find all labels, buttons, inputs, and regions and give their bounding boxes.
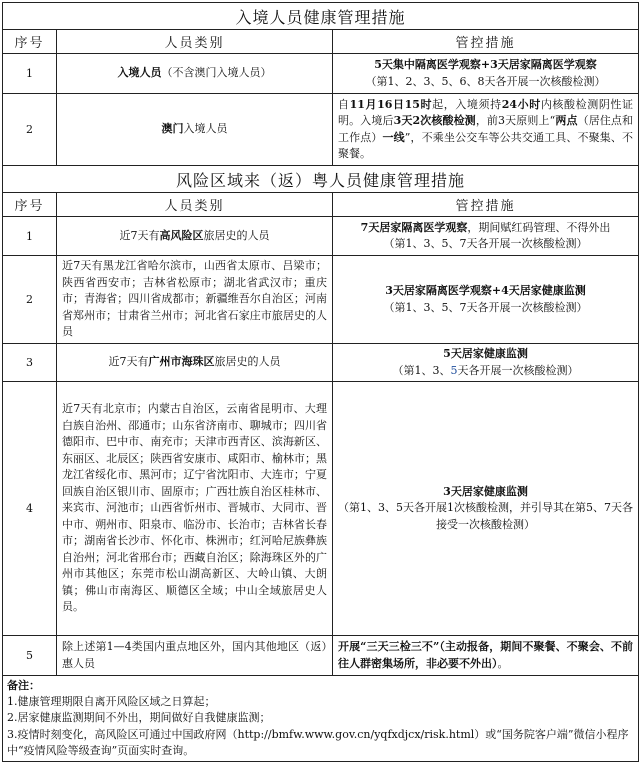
- measures-text: （第1、3、: [392, 363, 451, 377]
- measures-bold: 3天2次核酸检测: [393, 114, 476, 127]
- section1-row-1: [3, 54, 639, 94]
- measures-line1: 3天居家隔离医学观察+4天居家健康监测: [385, 284, 586, 297]
- category-cell: [57, 94, 333, 166]
- note-item: 1.健康管理期限自离开风险区域之日算起；: [7, 695, 216, 709]
- measures-cell: [333, 382, 639, 636]
- category-text: 旅居史的人员: [214, 355, 281, 369]
- measures-line1: 3天居家健康监测: [443, 484, 528, 498]
- measures-line1: 5天居家健康监测: [443, 347, 528, 360]
- notes-cell: [3, 676, 639, 762]
- row-number: 4: [3, 382, 57, 636]
- category-cell: [57, 217, 333, 256]
- row-number: 1: [3, 217, 57, 256]
- measures-table: [2, 2, 639, 762]
- category-cell: 近7天有黑龙江省哈尔滨市，山西省太原市、吕梁市；陕西省西安市；吉林省松原市；湖北省武汉市；重庆市；青海省；四川省成都市；新疆维吾尔自治区；河南省郑州市；甘肃省兰州市；河北省石家庄市旅居史的人员: [57, 256, 333, 344]
- health-measures-document: [2, 2, 638, 757]
- notes-heading: 备注：: [7, 679, 40, 692]
- section2-title: 风险区域来（返）粤人员健康管理措施: [3, 166, 639, 193]
- category-text: 入境人员: [183, 122, 228, 136]
- measures-text: 。: [497, 656, 509, 670]
- measures-line2: （第1、2、3、5、6、8天各开展一次核酸检测）: [365, 74, 606, 88]
- category-text: 近7天有: [119, 228, 160, 242]
- section2-row-3: [3, 344, 639, 382]
- measures-line2: （第1、3、5、7天各开展一次核酸检测）: [383, 237, 588, 250]
- measures-cell: [333, 54, 639, 94]
- category-bold: 澳门: [161, 122, 184, 136]
- measures-cell: [333, 217, 639, 256]
- measures-text: 自: [338, 97, 350, 111]
- measures-line2: （第1、3、5天各开展1次核酸检测，并引导其在第5、7天各接受一次核酸检测）: [338, 501, 633, 531]
- row-number: 2: [3, 94, 57, 166]
- header-measures: 管控措施: [333, 193, 639, 217]
- measures-bold: （主动报备，期间不聚餐、不聚会、不前往人群密集场所，非必要不外出）: [338, 640, 634, 670]
- category-cell: 除上述第1—4类国内重点地区外，国内其他地区（返）惠人员: [57, 636, 333, 676]
- header-no: 序号: [3, 30, 57, 54]
- category-cell: [57, 54, 333, 94]
- measures-bold: 开展“三天三检三不”: [338, 640, 440, 653]
- section1-header-row: [3, 30, 639, 54]
- measures-cell: [333, 94, 639, 166]
- measures-cell: [333, 256, 639, 344]
- measures-bold: 一线: [382, 130, 405, 144]
- measures-bold: 两点: [555, 114, 578, 127]
- header-category: 人员类别: [57, 193, 333, 217]
- measures-text: ”，不乘坐公交车等公共交通工具、不聚集、不聚餐。: [338, 130, 634, 160]
- measures-text: 天各开展一次核酸检测）: [457, 363, 579, 377]
- measures-cell: [333, 344, 639, 382]
- section1-title: 入境人员健康管理措施: [3, 3, 639, 30]
- measures-text: ，期间赋红码管理、不得外出: [467, 220, 611, 234]
- measures-bold: 11月16日15时: [349, 97, 433, 111]
- section2-row-2: [3, 256, 639, 344]
- measures-highlight: 5: [450, 363, 458, 377]
- measures-text: （居住点和工作点）: [338, 114, 634, 144]
- header-category: 人员类别: [57, 30, 333, 54]
- measures-text: ，前3天原则上“: [475, 114, 556, 127]
- measures-bold: 24小时: [501, 97, 541, 111]
- row-number: 1: [3, 54, 57, 94]
- section1-row-2: [3, 94, 639, 166]
- header-measures: 管控措施: [333, 30, 639, 54]
- measures-cell: [333, 636, 639, 676]
- note-item: 2.居家健康监测期间不外出，期间做好自我健康监测；: [7, 711, 271, 725]
- category-text: 近7天有: [108, 355, 149, 369]
- row-number: 3: [3, 344, 57, 382]
- section2-header-row: [3, 193, 639, 217]
- category-bold: 入境人员: [117, 66, 162, 80]
- category-bold: 广州市海珠区: [148, 355, 215, 369]
- measures-bold: 7天居家隔离医学观察: [360, 220, 468, 234]
- measures-line1: 5天集中隔离医学观察+3天居家隔离医学观察: [374, 58, 597, 71]
- header-no: 序号: [3, 193, 57, 217]
- category-text: （不含澳门入境人员）: [161, 66, 272, 80]
- measures-line2: （第1、3、5、7天各开展一次核酸检测）: [383, 300, 588, 314]
- section2-row-5: [3, 636, 639, 676]
- row-number: 5: [3, 636, 57, 676]
- measures-text: 内核酸检测阴性证明。入境后: [338, 97, 634, 127]
- row-number: 2: [3, 256, 57, 344]
- section2-row-4: [3, 382, 639, 636]
- category-cell: 近7天有北京市；内蒙古自治区，云南省昆明市、大理白族自治州、邵通市；山东省济南市、聊城市；四川省德阳市、巴中市、南充市；天津市西青区、滨海新区、东丽区、北辰区；陕西省安康市、咸阳市、榆林市；黑龙江省绥化市、黑河市；辽宁省沈阳市、大连市；宁夏回族自治区银川市、固原市；广西壮族自治区桂林市、来宾市、河池市；山西省忻州市、晋城市、大同市、晋中市、朔州市、阳泉市、临汾市、长治市；吉林省长春市；湖南省长沙市、怀化市、株洲市；红河哈尼族彝族自治州；河北省邢台市；西藏自治区；除海珠区外的广州市其他区；东莞市松山湖高新区、大岭山镇、大朗镇；佛山市南海区、顺德区全域；中山全域旅居史人员。: [57, 382, 333, 636]
- measures-text: 起，入境须持: [432, 97, 502, 111]
- category-text: 旅居史的人员: [203, 228, 270, 242]
- notes-row: [3, 676, 639, 762]
- note-item: 3.疫情时刻变化，高风险区可通过中国政府网（http://bmfw.www.gov.cn/yqfxdjcx/risk.html）或“国务院客户端”微信小程序中“疫情风险等级查询”页面实时查询。: [7, 727, 629, 757]
- category-cell: [57, 344, 333, 382]
- section2-row-1: [3, 217, 639, 256]
- category-bold: 高风险区: [159, 228, 204, 242]
